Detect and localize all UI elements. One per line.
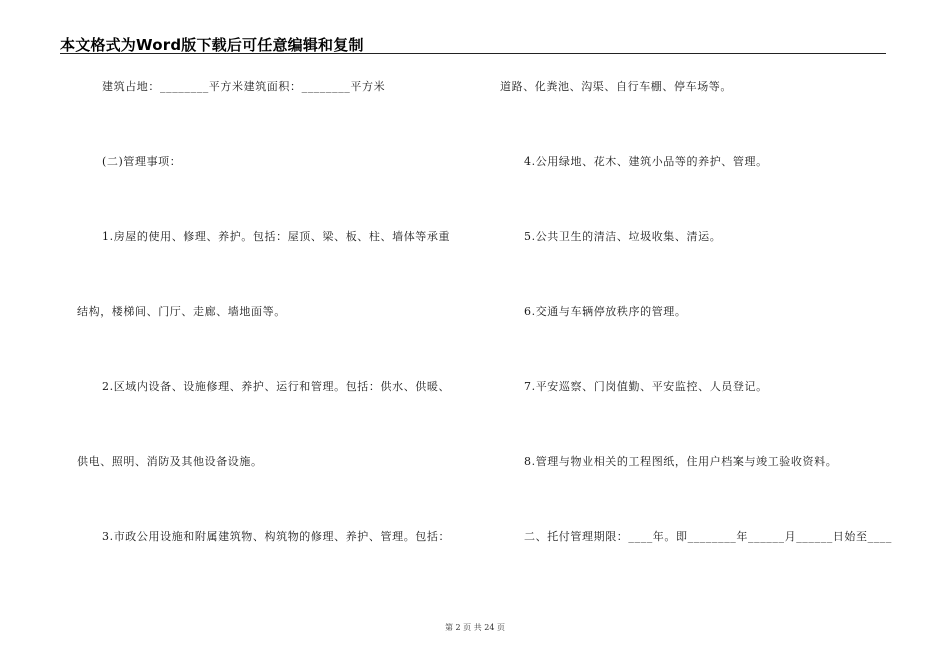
left-line-item-2-cont: 供电、照明、消防及其他设备设施。: [77, 455, 263, 468]
right-line-item-7: 7.平安巡察、门岗值勤、平安监控、人员登记。: [524, 380, 768, 393]
header-divider: [60, 53, 886, 54]
page-header-title: 本文格式为Word版下载后可任意编辑和复制: [60, 36, 364, 54]
right-line-item-5: 5.公共卫生的清洁、垃圾收集、清运。: [524, 230, 722, 243]
left-line-item-1-cont: 结构，楼梯间、门厅、走廊、墙地面等。: [77, 305, 286, 318]
right-line-item-4: 4.公用绿地、花木、建筑小品等的养护、管理。: [524, 155, 768, 168]
page-number-footer: 第 2 页 共 24 页: [445, 623, 505, 632]
right-line-item-3-cont: 道路、化粪池、沟渠、自行车棚、停车场等。: [500, 80, 732, 93]
right-line-item-8: 8.管理与物业相关的工程图纸，住用户档案与竣工验收资料。: [524, 455, 838, 468]
left-line-item-3: 3.市政公用设施和附属建筑物、构筑物的修理、养护、管理。包括：: [102, 530, 451, 543]
left-line-item-2: 2.区域内设备、设施修理、养护、运行和管理。包括：供水、供暖、: [102, 380, 451, 393]
left-line-item-1: 1.房屋的使用、修理、养护。包括：屋顶、梁、板、柱、墙体等承重: [102, 230, 451, 243]
right-line-item-6: 6.交通与车辆停放秩序的管理。: [524, 305, 687, 318]
left-line-management-items-heading: (二)管理事项：: [102, 155, 182, 168]
right-line-term-heading: 二、托付管理期限：____年。即________年______月______日始至____: [524, 530, 892, 543]
left-line-building-area: 建筑占地：________平方米建筑面积：________平方米: [102, 80, 386, 93]
